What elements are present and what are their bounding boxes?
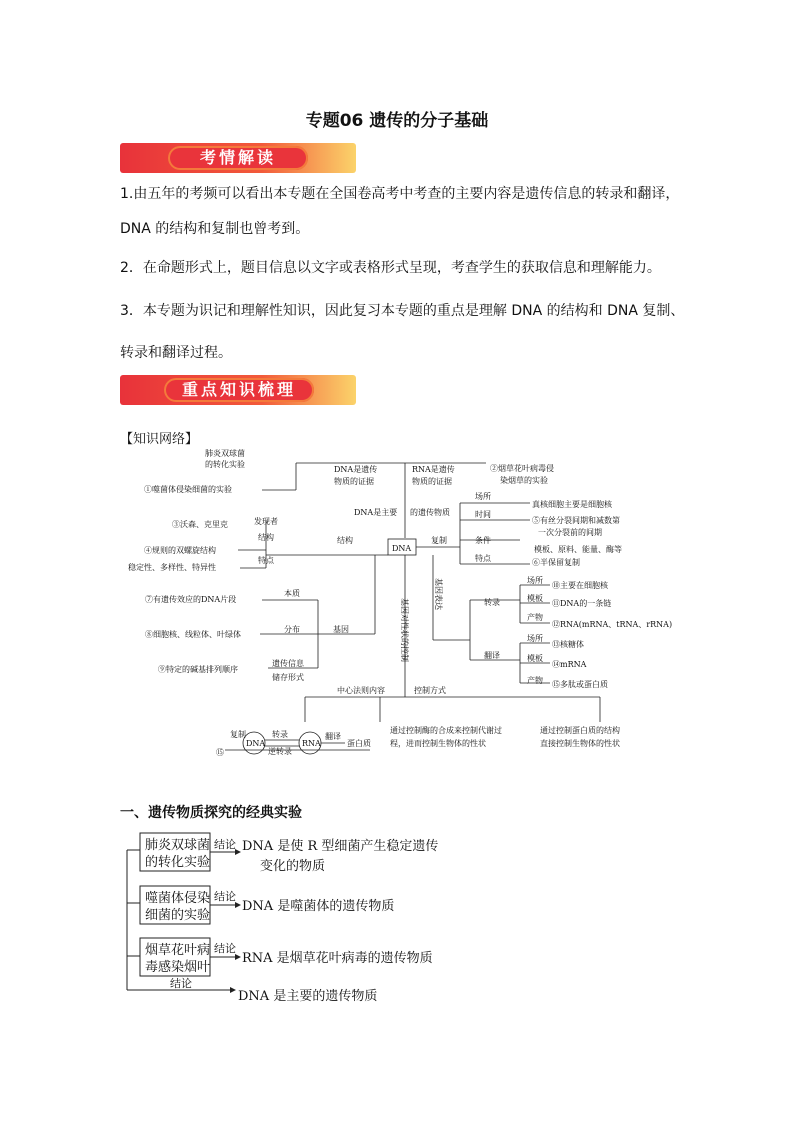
paragraph-3a: 3．本专题为识记和理解性知识，因此复习本专题的重点是理解 DNA 的结构和 DNA 复制、 xyxy=(120,303,685,319)
mm-tl-product: 产物 xyxy=(527,676,543,685)
mm-genetic-material: 的遗传物质 xyxy=(410,508,450,517)
mm-tmv-2: 染烟草的实验 xyxy=(500,476,548,485)
mm-conditions: 条件 xyxy=(475,536,491,545)
mm-structure: 结构 xyxy=(337,536,353,545)
mm-t-place: 场所 xyxy=(527,576,543,585)
mm-cd-protein: 蛋白质 xyxy=(347,739,371,748)
exp-3-result-1: RNA 是烟草花叶病毒的遗传物质 xyxy=(242,951,433,966)
mm-dna-evidence-1: DNA是遗传 xyxy=(334,465,378,474)
mm-ctrl2-a: 通过控制蛋白质的结构 xyxy=(540,726,620,735)
final-result: DNA 是主要的遗传物质 xyxy=(238,989,378,1004)
mm-tmv-1: ②烟草花叶病毒侵 xyxy=(490,464,554,473)
mm-exp-phage: ①噬菌体侵染细菌的实验 xyxy=(144,485,232,494)
paragraph-3b: 转录和翻译过程。 xyxy=(120,345,232,361)
mm-s7: ⑦有遗传效应的DNA片段 xyxy=(145,595,237,604)
mm-central-dogma: 中心法则内容 xyxy=(337,686,385,695)
mm-dna-evidence-2: 物质的证据 xyxy=(334,477,374,486)
exp-1-result-1: DNA 是使 R 型细菌产生稳定遗传 xyxy=(242,839,439,854)
mm-s4b: 稳定性、多样性、特异性 xyxy=(128,563,216,572)
mm-structure-lbl: 结构 xyxy=(258,533,274,542)
mm-center: DNA xyxy=(392,544,412,553)
section-heading-1: 一、遗传物质探究的经典实验 xyxy=(120,805,302,821)
exp-box-2-line-1: 噬菌体侵染 xyxy=(145,891,211,906)
mm-cond-val: 模板、原料、能量、酶等 xyxy=(534,545,622,554)
mm-s5: 真核细胞主要是细胞核 xyxy=(532,500,612,509)
mm-gene: 基因 xyxy=(333,625,349,634)
mm-gene-expr: 基因表达 xyxy=(434,578,443,610)
mm-cd-reverse: 逆转录 xyxy=(268,747,292,756)
paragraph-2: 2．在命题形式上，题目信息以文字或表格形式呈现，考查学生的获取信息和理解能力。 xyxy=(120,260,661,276)
mm-cd-transcribe: 转录 xyxy=(272,730,288,739)
mm-s15b: ⑮多肽或蛋白质 xyxy=(552,680,608,689)
mm-rna-evidence-1: RNA是遗传 xyxy=(412,465,455,474)
mm-exp-title-2: 的转化实验 xyxy=(205,460,245,469)
final-conclusion-label: 结论 xyxy=(170,977,192,990)
mm-s8: ⑧细胞核、线粒体、叶绿体 xyxy=(145,630,241,639)
exp-3-conclusion-label: 结论 xyxy=(214,942,236,955)
exp-box-2-line-2: 细菌的实验 xyxy=(145,908,211,923)
mm-info-lbl-2: 储存形式 xyxy=(272,673,304,682)
mm-essence: 本质 xyxy=(284,589,300,598)
mm-gene-control: 基因对性状的控制 xyxy=(400,598,409,662)
exp-1-result-2: 变化的物质 xyxy=(260,859,326,874)
mm-distribution: 分布 xyxy=(284,625,300,634)
mm-exp-title-1: 肺炎双球菌 xyxy=(205,449,245,458)
mm-control-mode: 控制方式 xyxy=(414,686,446,695)
exp-box-1-line-1: 肺炎双球菌 xyxy=(145,838,211,853)
mm-time: 时间 xyxy=(475,510,491,519)
paragraph-1a: 1.由五年的考频可以看出本专题在全国卷高考中考查的主要内容是遗传信息的转录和翻译， xyxy=(120,186,680,202)
mm-rep-feature: 特点 xyxy=(475,554,491,563)
mm-s4: ④规则的双螺旋结构 xyxy=(144,546,216,555)
exp-2-conclusion-label: 结论 xyxy=(214,890,236,903)
mm-s6: ⑥半保留复制 xyxy=(532,558,580,567)
mm-dna-main: DNA是主要 xyxy=(354,508,398,517)
mm-ctrl2-b: 直接控制生物体的性状 xyxy=(540,739,620,748)
exp-1-conclusion-label: 结论 xyxy=(214,838,236,851)
mm-s14: ⑭mRNA xyxy=(552,660,587,669)
mm-t-product: 产物 xyxy=(527,613,543,622)
mm-info-lbl-1: 遗传信息 xyxy=(272,659,304,668)
mm-place: 场所 xyxy=(475,492,491,501)
mm-cd-replication: 复制 xyxy=(230,730,246,739)
mm-s9: ⑨特定的碱基排列顺序 xyxy=(158,665,238,674)
exp-2-result-1: DNA 是噬菌体的遗传物质 xyxy=(242,899,395,914)
mm-s6a: ⑤有丝分裂间期和减数第 xyxy=(532,516,620,525)
mm-s6b: 一次分裂前的间期 xyxy=(538,528,602,537)
mm-discoverer: 发现者 xyxy=(254,517,278,526)
mm-ctrl1-a: 通过控制酶的合成来控制代谢过 xyxy=(390,726,502,735)
mm-tl-template: 模板 xyxy=(527,654,543,663)
mm-s15: ⑮ xyxy=(216,748,224,757)
mm-translation: 翻译 xyxy=(484,651,500,660)
mm-cd-rna: RNA xyxy=(302,739,321,748)
mm-s10: ⑩主要在细胞核 xyxy=(552,581,608,590)
mm-transcription: 转录 xyxy=(484,598,500,607)
banner-label: 重点知识梳理 xyxy=(164,378,314,402)
mm-t-template: 模板 xyxy=(527,594,543,603)
mm-s12: ⑫RNA(mRNA、tRNA、rRNA) xyxy=(552,620,673,629)
mm-s11: ⑪DNA的一条链 xyxy=(552,599,612,608)
mm-cd-translate: 翻译 xyxy=(325,732,341,741)
page-title: 专题06 遗传的分子基础 xyxy=(305,111,489,131)
exp-box-3-line-2: 毒感染烟叶 xyxy=(145,960,211,975)
mm-ctrl1-b: 程，进而控制生物体的性状 xyxy=(390,739,486,748)
banner-label: 考情解读 xyxy=(168,146,308,170)
knowledge-network-label: 【知识网络】 xyxy=(120,432,199,447)
mm-s13: ⑬核糖体 xyxy=(552,640,584,649)
exp-box-3-line-1: 烟草花叶病 xyxy=(145,943,211,958)
mm-s3: ③沃森、克里克 xyxy=(172,520,228,529)
mm-replicate: 复制 xyxy=(431,536,447,545)
mm-rna-evidence-2: 物质的证据 xyxy=(412,477,452,486)
exp-box-1-line-2: 的转化实验 xyxy=(145,855,211,870)
mm-tl-place: 场所 xyxy=(527,634,543,643)
mm-cd-dna: DNA xyxy=(246,739,266,748)
paragraph-1b: DNA 的结构和复制也曾考到。 xyxy=(120,221,310,237)
mm-features-lbl: 特点 xyxy=(258,556,274,565)
